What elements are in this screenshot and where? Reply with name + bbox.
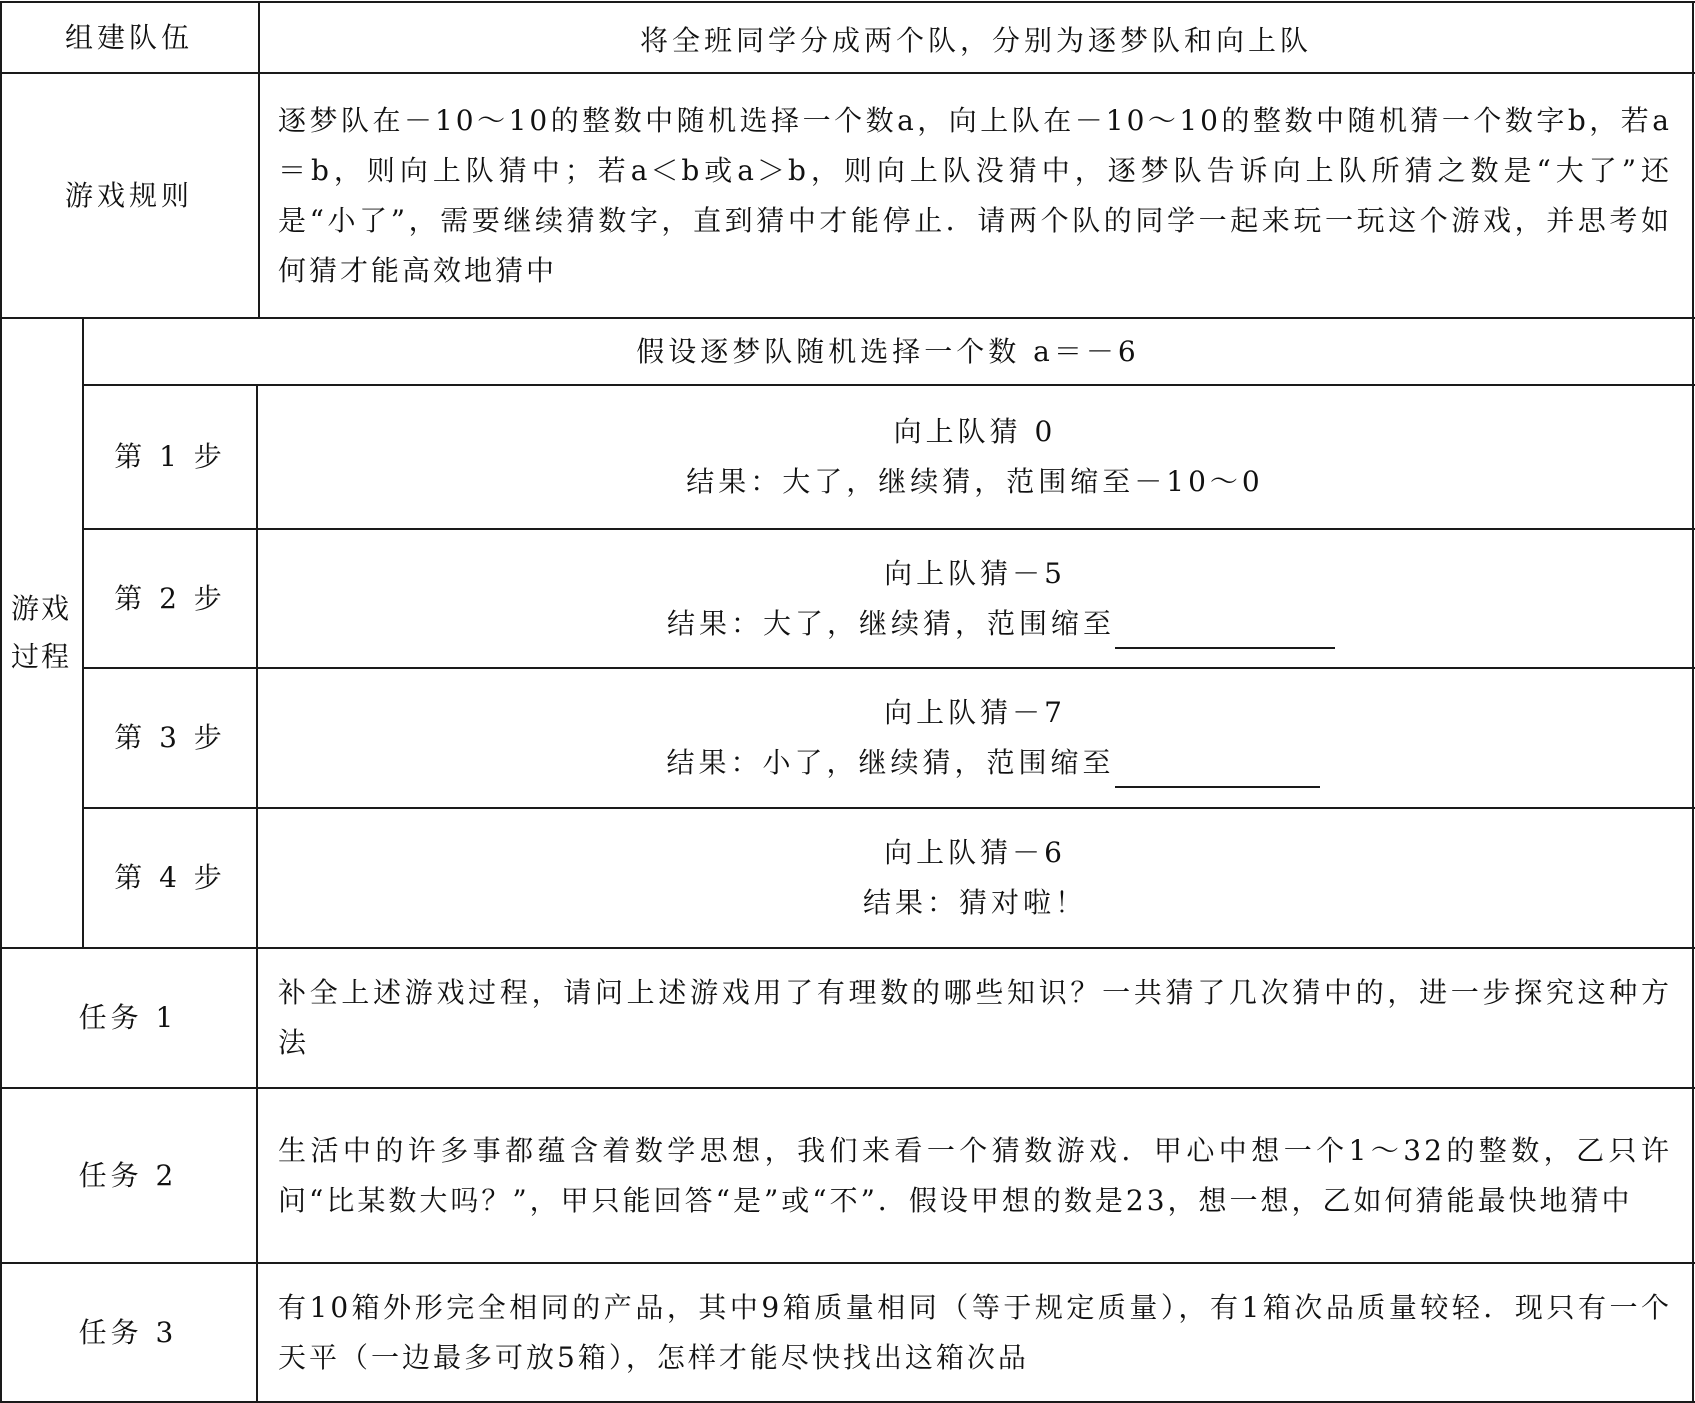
step-2-result-line xyxy=(615,599,1335,649)
step-1-result: 结果：大了，继续猜，范围缩至－10～0 xyxy=(686,465,1264,498)
task-1-text: 补全上述游戏过程，请问上述游戏用了有理数的哪些知识？一共猜了几次猜中的，进一步探究这种方法 xyxy=(278,976,1672,1059)
step-3-result: 结果：小了，继续猜，范围缩至 xyxy=(666,746,1115,779)
step-3-result-line xyxy=(630,738,1319,788)
step-2-guess: 向上队猜－5 xyxy=(884,556,1066,590)
step-3-label: 第 3 步 xyxy=(114,721,226,754)
team-content: 将全班同学分成两个队，分别为逐梦队和向上队 xyxy=(639,23,1312,57)
step-2-label: 第 2 步 xyxy=(114,581,226,615)
process-label xyxy=(0,319,82,947)
process-assumption: 假设逐梦队随机选择一个数 a＝－6 xyxy=(636,334,1140,368)
task-2-content-cell xyxy=(258,1089,1692,1262)
task-2-text: 生活中的许多事都蕴含着数学思想，我们来看一个猜数游戏．甲心中想一个1～32的整数，乙只许问“比某数大吗？”，甲只能回答“是”或“不”．假设甲想的数是23，想一想，乙如何猜能最快地猜中 xyxy=(278,1133,1672,1217)
step-2-result: 结果：大了，继续猜，范围缩至 xyxy=(666,606,1115,640)
task-3-text: 有10箱外形完全相同的产品，其中9箱质量相同（等于规定质量），有1箱次品质量较轻．现只有一个天平（一边最多可放5箱），怎样才能尽快找出这箱次品 xyxy=(278,1290,1672,1374)
step-4-label: 第 4 步 xyxy=(114,861,226,894)
task-3-content-cell xyxy=(258,1264,1692,1401)
task-1-content-cell xyxy=(258,949,1692,1087)
step-4-guess: 向上队猜－6 xyxy=(884,836,1066,869)
step-4-content xyxy=(258,809,1692,947)
step-1-label: 第 1 步 xyxy=(114,440,226,473)
process-label-line1: 游戏 xyxy=(10,592,71,625)
team-label: 组建队伍 xyxy=(64,20,193,54)
step-3-answer-blank[interactable] xyxy=(1115,752,1320,788)
step-3-guess: 向上队猜－7 xyxy=(884,696,1066,729)
step-1-guess: 向上队猜 0 xyxy=(893,415,1057,448)
task-2-label: 任务 2 xyxy=(78,1158,178,1192)
step-2-content xyxy=(258,530,1692,667)
process-label-line2: 过程 xyxy=(10,640,71,673)
task-1-label: 任务 1 xyxy=(78,1001,178,1034)
step-2-answer-blank[interactable] xyxy=(1115,613,1335,649)
step-3-content xyxy=(258,669,1692,807)
rules-label: 游戏规则 xyxy=(64,178,193,212)
rules-text: 逐梦队在－10～10的整数中随机选择一个数a，向上队在－10～10的整数中随机猜一个数字b，若a＝b，则向上队猜中；若a＜b或a＞b，则向上队没猜中，逐梦队告诉向上队所猜之数是“大了”还是“小了”，需要继续猜数字，直到猜中才能停止．请两个队的同学一起来玩一玩这个游戏，并思考如何猜才能高效地猜中 xyxy=(278,103,1672,287)
rules-content-cell xyxy=(260,74,1692,317)
task-3-label: 任务 3 xyxy=(78,1315,178,1349)
step-1-content xyxy=(258,386,1692,528)
step-4-result: 结果：猜对啦！ xyxy=(862,886,1087,919)
rule-line xyxy=(1692,1,1694,1403)
